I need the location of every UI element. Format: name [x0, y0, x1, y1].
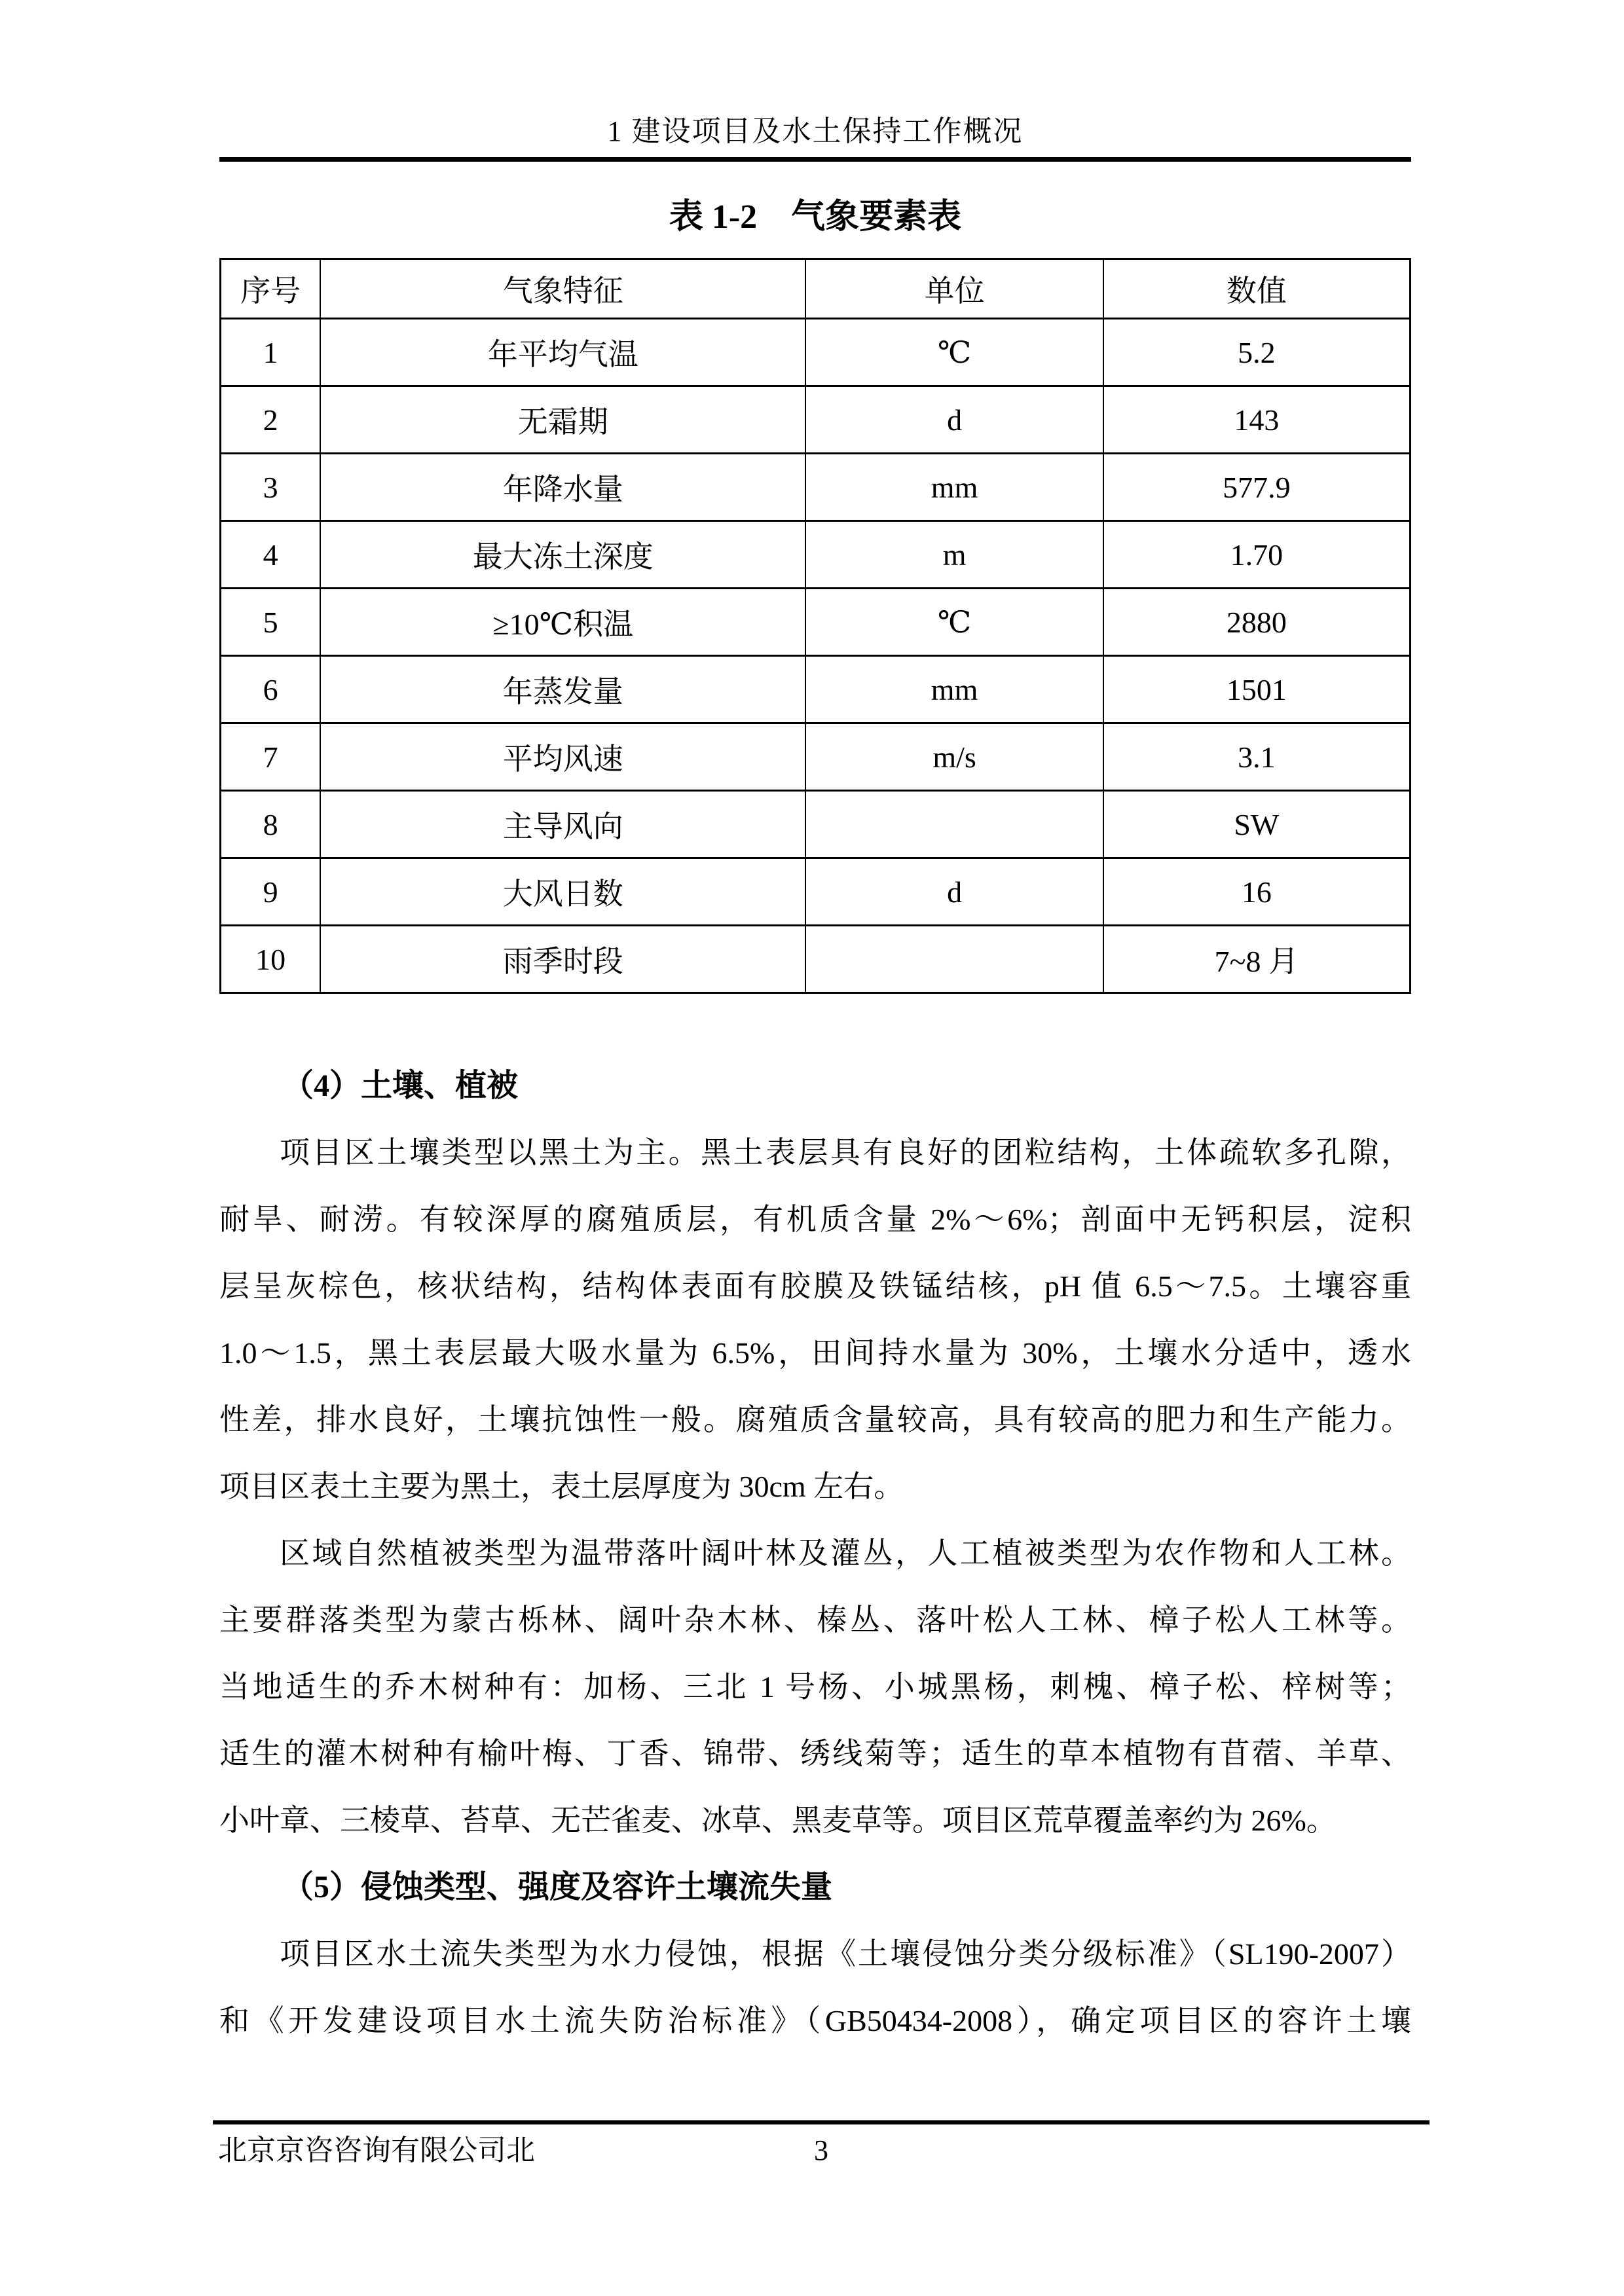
table-cell: 143 — [1103, 386, 1411, 454]
table-cell: 年平均气温 — [320, 319, 805, 386]
section-heading: （4）土壤、植被 — [282, 1068, 519, 1103]
table-header-row — [221, 259, 1411, 319]
table-caption: 表 1-2 气象要素表 — [669, 198, 962, 236]
footer-company: 北京京咨咨询有限公司北 — [218, 2134, 535, 2166]
table-header-cell: 单位 — [805, 259, 1103, 319]
table-cell: ℃ — [805, 589, 1103, 656]
table-cell: SW — [1103, 791, 1411, 858]
header-rule — [219, 157, 1411, 162]
table-cell: m/s — [805, 723, 1103, 791]
table-cell: ≥10℃积温 — [320, 589, 805, 656]
paragraph-line: 项目区土壤类型以黑土为主。黑土表层具有良好的团粒结构，土体疏软多孔隙， — [280, 1136, 1411, 1169]
table-cell — [805, 791, 1103, 858]
table-cell: 3.1 — [1103, 723, 1411, 791]
table-cell: 2880 — [1103, 589, 1411, 656]
paragraph-line: 当地适生的乔木树种有：加杨、三北 1 号杨、小城黑杨，刺槐、樟子松、梓树等； — [219, 1670, 1411, 1704]
body-sections — [219, 1053, 1411, 2054]
table-cell: 5.2 — [1103, 319, 1411, 386]
paragraph-line: 项目区水土流失类型为水力侵蚀，根据《土壤侵蚀分类分级标准》（SL190-2007） — [280, 1937, 1411, 1971]
table-row — [221, 386, 1411, 454]
table-cell: ℃ — [805, 319, 1103, 386]
table-cell: 6 — [221, 656, 321, 723]
table-cell: 577.9 — [1103, 454, 1411, 521]
table-cell: 7~8 月 — [1103, 926, 1411, 993]
footer-page-number: 3 — [814, 2134, 828, 2166]
paragraph-line: 主要群落类型为蒙古栎林、阔叶杂木林、榛丛、落叶松人工林、樟子松人工林等。 — [219, 1603, 1411, 1637]
page-header-title: 1 建设项目及水土保持工作概况 — [607, 115, 1024, 147]
table-cell — [805, 926, 1103, 993]
paragraph-line: 和《开发建设项目水土流失防治标准》（GB50434-2008），确定项目区的容许土壤 — [219, 2004, 1411, 2037]
table-row — [221, 791, 1411, 858]
table-cell: mm — [805, 454, 1103, 521]
table-cell: 3 — [221, 454, 321, 521]
table-cell: 无霜期 — [320, 386, 805, 454]
content-column — [219, 0, 1411, 2054]
table-cell: 2 — [221, 386, 321, 454]
paragraph-line: 项目区表土主要为黑土，表土层厚度为 30cm 左右。 — [219, 1470, 904, 1503]
paragraph-line: 耐旱、耐涝。有较深厚的腐殖质层，有机质含量 2%～6%；剖面中无钙积层，淀积 — [219, 1203, 1411, 1236]
table-cell: d — [805, 386, 1103, 454]
table-cell: 1501 — [1103, 656, 1411, 723]
footer-row — [213, 2131, 1430, 2170]
table-header-cell: 气象特征 — [320, 259, 805, 319]
table-cell: 雨季时段 — [320, 926, 805, 993]
paragraph-line: 区域自然植被类型为温带落叶阔叶林及灌丛，人工植被类型为农作物和人工林。 — [280, 1537, 1411, 1570]
table-cell: 10 — [221, 926, 321, 993]
paragraph-line: 性差，排水良好，土壤抗蚀性一般。腐殖质含量较高，具有较高的肥力和生产能力。 — [219, 1403, 1411, 1436]
table-cell: 8 — [221, 791, 321, 858]
table-cell: 年降水量 — [320, 454, 805, 521]
weather-elements-table — [219, 258, 1411, 994]
table-row — [221, 723, 1411, 791]
table-cell: 大风日数 — [320, 858, 805, 926]
paragraph-line: 小叶章、三棱草、苔草、无芒雀麦、冰草、黑麦草等。项目区荒草覆盖率约为 26%。 — [219, 1804, 1337, 1837]
table-cell: 1 — [221, 319, 321, 386]
table-row — [221, 589, 1411, 656]
table-row — [221, 858, 1411, 926]
paragraph-line: 1.0～1.5，黑土表层最大吸水量为 6.5%，田间持水量为 30%，土壤水分适中，透水 — [219, 1336, 1411, 1370]
footer-rule — [213, 2120, 1430, 2124]
table-cell: 7 — [221, 723, 321, 791]
page-footer — [213, 2120, 1430, 2170]
table-cell: 16 — [1103, 858, 1411, 926]
table-cell: mm — [805, 656, 1103, 723]
table-cell: d — [805, 858, 1103, 926]
table-cell: m — [805, 521, 1103, 589]
table-cell: 5 — [221, 589, 321, 656]
table-body — [221, 319, 1411, 993]
table-cell: 最大冻土深度 — [320, 521, 805, 589]
table-row — [221, 926, 1411, 993]
paragraph-line: 层呈灰棕色，核状结构，结构体表面有胶膜及铁锰结核，pH 值 6.5～7.5。土壤容重 — [219, 1269, 1411, 1303]
table-header-cell: 数值 — [1103, 259, 1411, 319]
table-cell: 9 — [221, 858, 321, 926]
table-cell: 1.70 — [1103, 521, 1411, 589]
table-cell: 平均风速 — [320, 723, 805, 791]
paragraph-line: 适生的灌木树种有榆叶梅、丁香、锦带、绣线菊等；适生的草本植物有苜蓿、羊草、 — [219, 1737, 1411, 1770]
section-heading: （5）侵蚀类型、强度及容许土壤流失量 — [282, 1870, 833, 1904]
table-row — [221, 454, 1411, 521]
table-cell: 年蒸发量 — [320, 656, 805, 723]
table-cell: 4 — [221, 521, 321, 589]
table-row — [221, 521, 1411, 589]
table-row — [221, 319, 1411, 386]
table-head — [221, 259, 1411, 319]
table-row — [221, 656, 1411, 723]
table-header-cell: 序号 — [221, 259, 321, 319]
table-cell: 主导风向 — [320, 791, 805, 858]
